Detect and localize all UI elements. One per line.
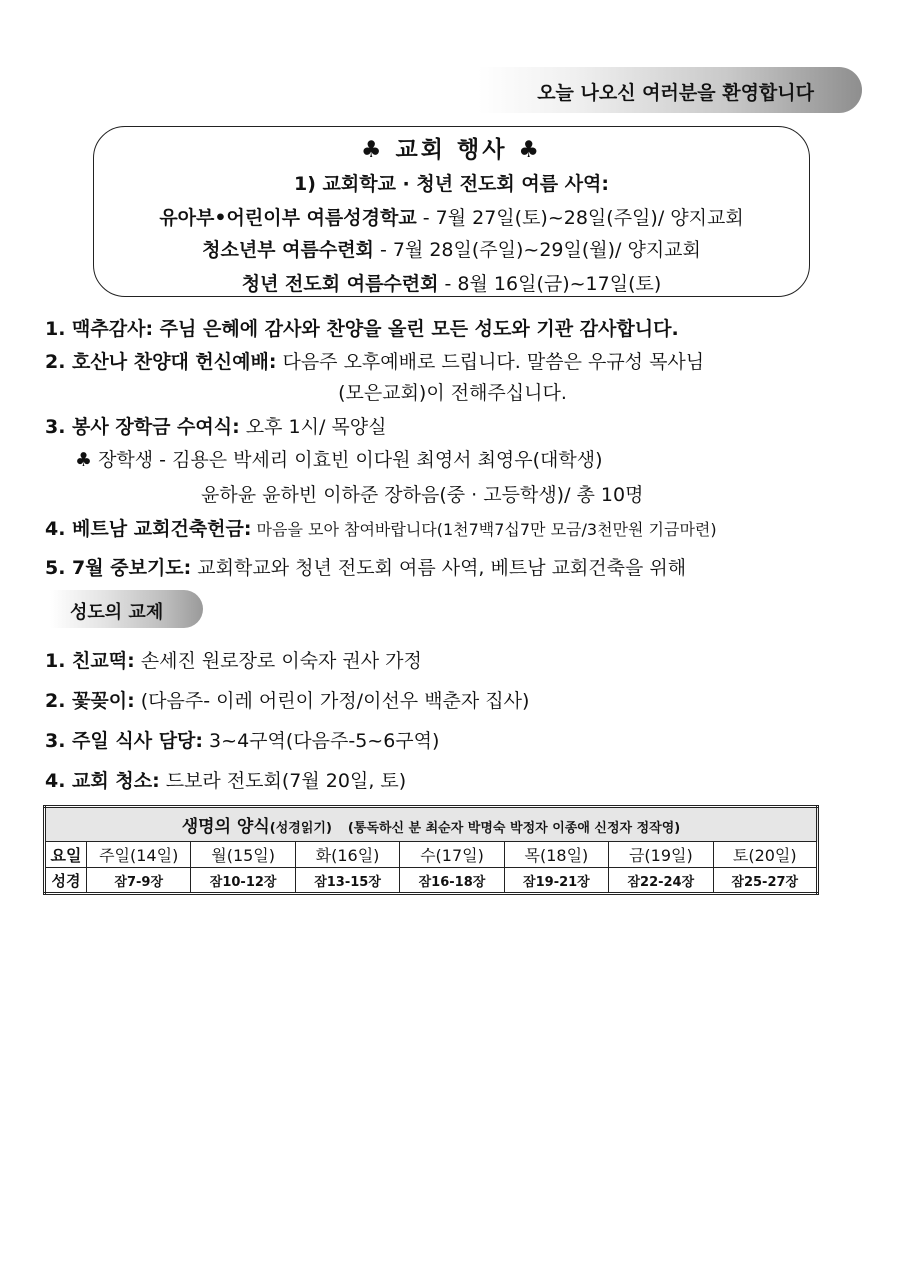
table-row — [45, 868, 818, 894]
table-cell: 금(19일) — [609, 842, 713, 868]
fellowship-item: 2. 꽃꽂이: (다음주- 이레 어린이 가정/이선우 백춘자 집사) — [45, 690, 530, 712]
table-title-row — [45, 807, 818, 842]
table-cell: 잠13-15장 — [295, 868, 399, 894]
event-line: 유아부•어린이부 여름성경학교 - 7월 27일(토)~28일(주일)/ 양지교회 — [159, 207, 744, 229]
scholarship-list-continuation: 윤하윤 윤하빈 이하준 장하음(중 · 고등학생)/ 총 10명 — [201, 484, 644, 506]
table-cell: 주일(14일) — [87, 842, 191, 868]
table-cell: 월(15일) — [191, 842, 295, 868]
fellowship-title: 성도의 교제 — [70, 602, 164, 623]
table-cell: 잠10-12장 — [191, 868, 295, 894]
event-line: 청소년부 여름수련회 - 7월 28일(주일)~29일(월)/ 양지교회 — [202, 239, 701, 261]
announcement-item: 5. 7월 중보기도: 교회학교와 청년 전도회 여름 사역, 베트남 교회건축을 위해 — [45, 557, 687, 579]
fellowship-item: 4. 교회 청소: 드보라 전도회(7월 20일, 토) — [45, 770, 407, 792]
bible-reading-table — [43, 805, 819, 895]
announcement-continuation: (모은교회)이 전해주십니다. — [338, 382, 567, 404]
welcome-banner — [478, 67, 862, 113]
table-cell: 잠25-27장 — [713, 868, 817, 894]
events-heading: 1) 교회학교 · 청년 전도회 여름 사역: — [293, 173, 609, 195]
table-cell: 잠19-21장 — [504, 868, 608, 894]
row-header: 요일 — [45, 842, 87, 868]
announcement-item: 1. 맥추감사: 주님 은혜에 감사와 찬양을 올린 모든 성도와 기관 감사합니다. — [45, 318, 679, 340]
table-cell: 토(20일) — [713, 842, 817, 868]
table-cell: 수(17일) — [400, 842, 504, 868]
table-cell: 목(18일) — [504, 842, 608, 868]
table-title: 생명의 양식(성경읽기) (통독하신 분 최순자 박명숙 박정자 이종애 신정자 정작영) — [45, 807, 818, 842]
row-header: 성경 — [45, 868, 87, 894]
fellowship-badge — [50, 590, 203, 628]
scholarship-list: ♣ 장학생 - 김용은 박세리 이효빈 이다원 최영서 최영우(대학생) — [75, 449, 603, 471]
church-events-box — [93, 126, 810, 297]
table-cell: 잠22-24장 — [609, 868, 713, 894]
table-row — [45, 842, 818, 868]
events-title: ♣ 교회 행사 ♣ — [360, 137, 543, 163]
announcement-item: 2. 호산나 찬양대 헌신예배: 다음주 오후예배로 드립니다. 말씀은 우규성 목사님 — [45, 351, 705, 373]
table-cell: 잠7-9장 — [87, 868, 191, 894]
announcement-item: 4. 베트남 교회건축헌금: 마음을 모아 참여바랍니다(1천7백7십7만 모금/3천만원 기금마련) — [45, 518, 717, 540]
event-line: 청년 전도회 여름수련회 - 8월 16일(금)~17일(토) — [241, 273, 662, 295]
welcome-text: 오늘 나오신 여러분을 환영합니다 — [537, 82, 814, 104]
fellowship-item: 3. 주일 식사 담당: 3~4구역(다음주-5~6구역) — [45, 730, 440, 752]
table-cell: 화(16일) — [295, 842, 399, 868]
fellowship-item: 1. 친교떡: 손세진 원로장로 이숙자 권사 가정 — [45, 650, 422, 672]
announcement-item: 3. 봉사 장학금 수여식: 오후 1시/ 목양실 — [45, 416, 387, 438]
table-cell: 잠16-18장 — [400, 868, 504, 894]
